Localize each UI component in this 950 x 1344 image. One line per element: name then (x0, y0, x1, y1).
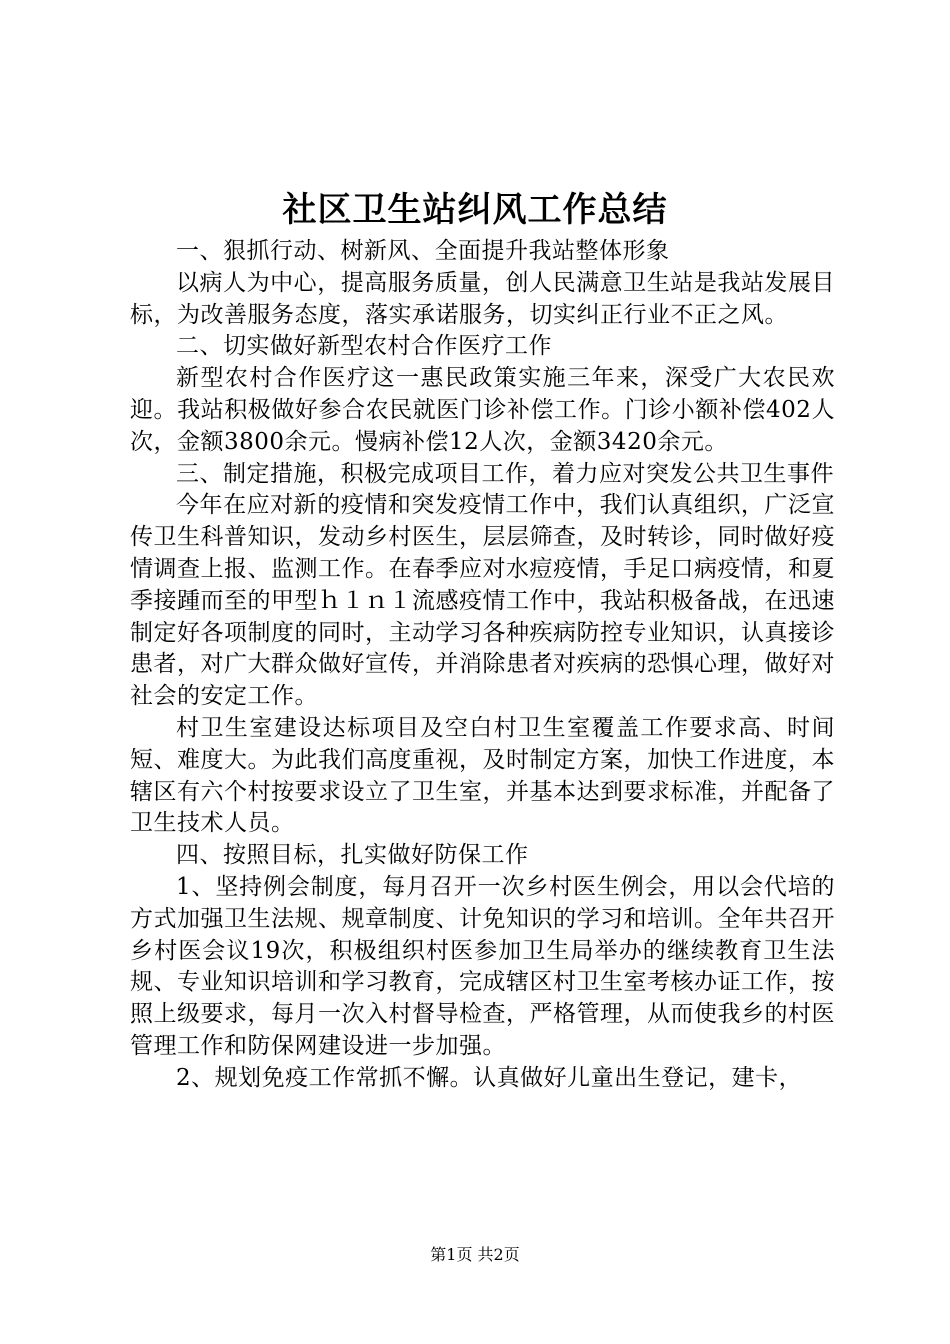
section-heading-2: 二、切实做好新型农村合作医疗工作 (176, 333, 552, 360)
document-title: 社区卫生站纠风工作总结 (282, 190, 668, 230)
paragraph: 村卫生室建设达标项目及空白村卫生室覆盖工作要求高、时间短、难度大。为此我们高度重视，及时制定方案，加快工作进度，本辖区有六个村按要求设立了卫生室，并基本达到要求标准，并配备了卫生技术人员。 (130, 714, 835, 837)
page-number-footer: 第1页 共2页 (430, 1245, 520, 1264)
section-heading-3: 三、制定措施，积极完成项目工作，着力应对突发公共卫生事件 (176, 460, 834, 487)
paragraph: 1、坚持例会制度，每月召开一次乡村医生例会，用以会代培的方式加强卫生法规、规章制度、计免知识的学习和培训。全年共召开乡村医会议19次，积极组织村医参加卫生局举办的继续教育卫生法规、专业知识培训和学习教育，完成辖区村卫生室考核办证工作，按照上级要求，每月一次入村督导检查，严格管理，从而使我乡的村医管理工作和防保网建设进一步加强。 (130, 873, 835, 1059)
document-body (130, 236, 835, 1095)
paragraph: 2、规划免疫工作常抓不懈。认真做好儿童出生登记，建卡， (176, 1064, 803, 1091)
paragraph: 新型农村合作医疗这一惠民政策实施三年来，深受广大农民欢迎。我站积极做好参合农民就医门诊补偿工作。门诊小额补偿402人次，金额3800余元。慢病补偿12人次，金额3420余元。 (130, 365, 835, 455)
paragraph: 以病人为中心，提高服务质量，创人民满意卫生站是我站发展目标，为改善服务态度，落实承诺服务，切实纠正行业不正之风。 (130, 269, 835, 328)
section-heading-4: 四、按照目标，扎实做好防保工作 (176, 842, 529, 869)
section-heading-1: 一、狠抓行动、树新风、全面提升我站整体形象 (176, 238, 670, 264)
paragraph: 今年在应对新的疫情和突发疫情工作中，我们认真组织，广泛宣传卫生科普知识，发动乡村医生，层层筛查，及时转诊，同时做好疫情调查上报、监测工作。在春季应对水痘疫情，手足口病疫情，和夏季接踵而至的甲型ｈ１ｎ１流感疫情工作中，我站积极备战，在迅速制定好各项制度的同时，主动学习各种疾病防控专业知识，认真接诊患者，对广大群众做好宣传，并消除患者对疾病的恐惧心理，做好对社会的安定工作。 (130, 492, 835, 710)
